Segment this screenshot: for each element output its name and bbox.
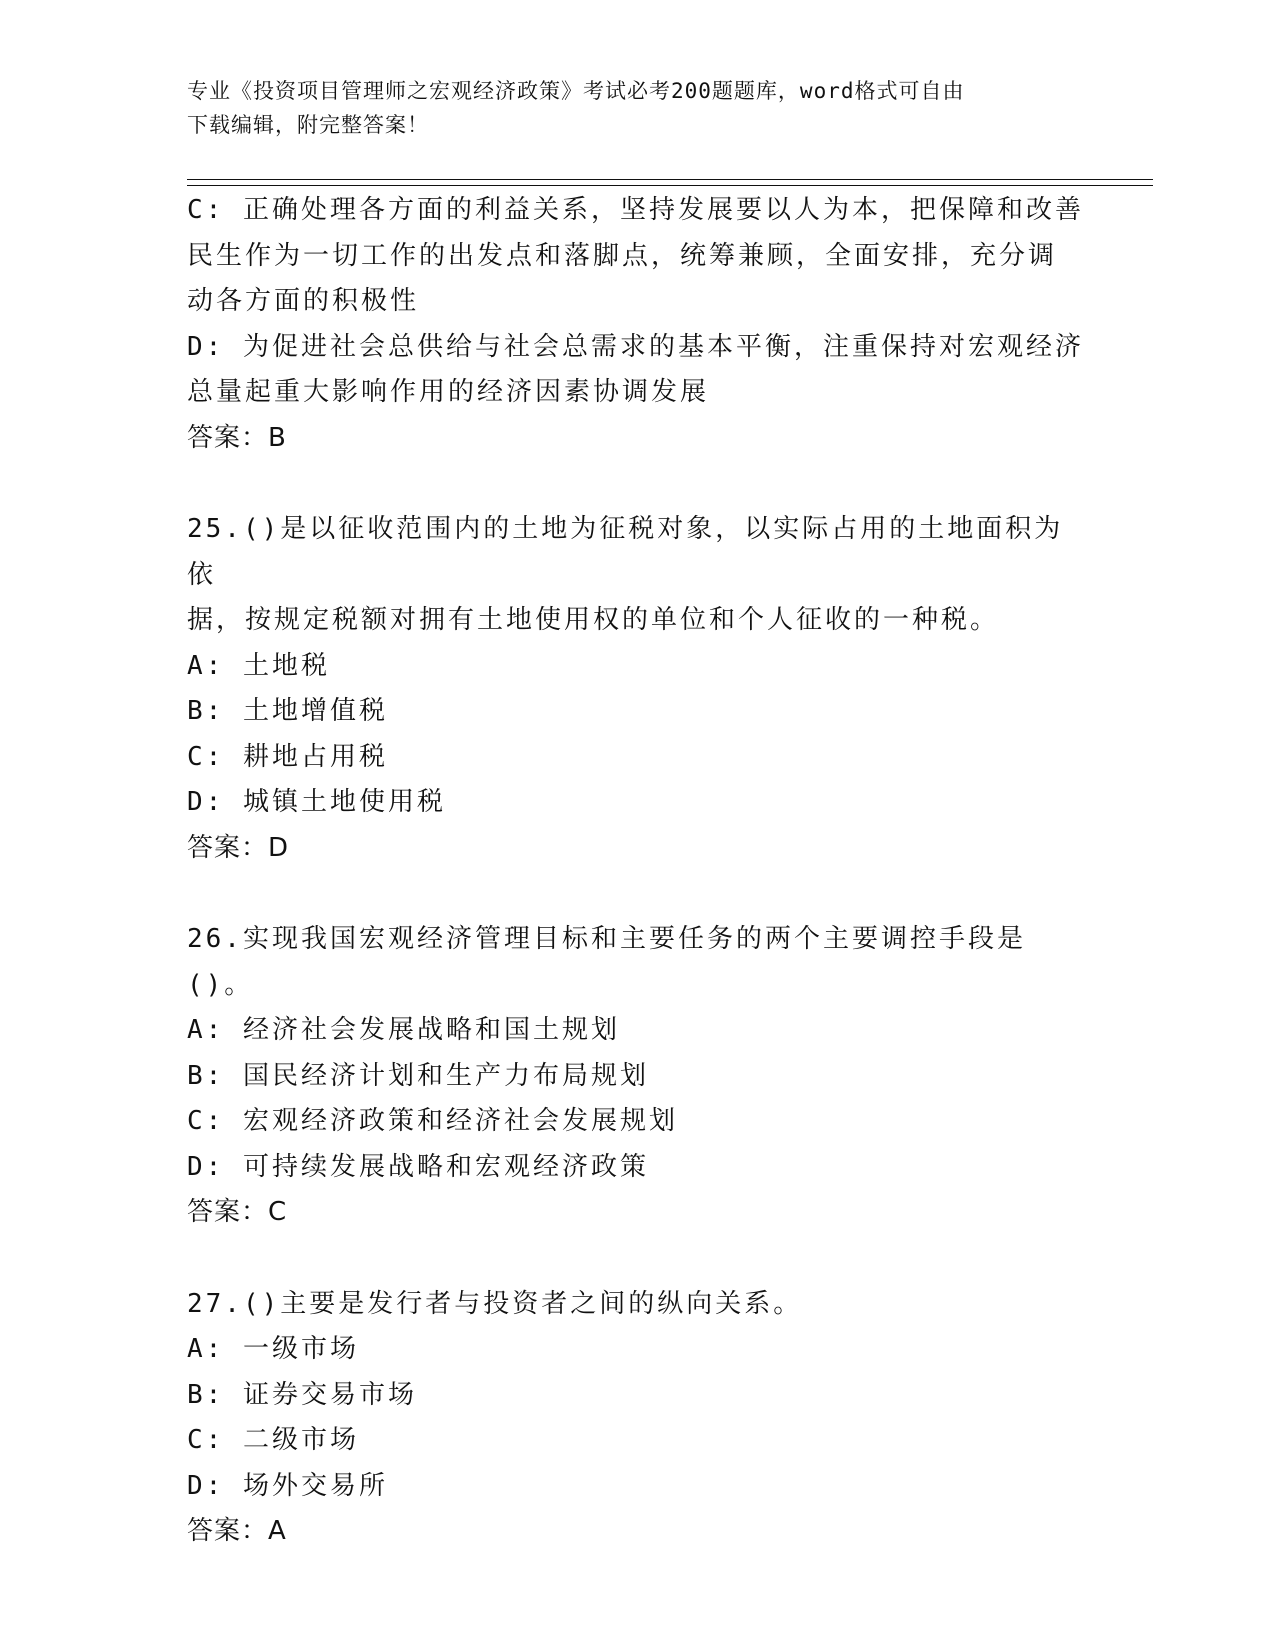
option-d-line: D: 为促进社会总供给与社会总需求的基本平衡，注重保持对宏观经济 <box>187 331 1084 362</box>
question-27 <box>187 1282 1087 1555</box>
question-stem: 27.()主要是发行者与投资者之间的纵向关系。 <box>187 1288 803 1319</box>
option-d: D: 城镇土地使用税 <box>187 787 446 817</box>
question-stem: 据，按规定税额对拥有土地使用权的单位和个人征收的一种税。 <box>187 605 1000 635</box>
option-c: C: 宏观经济政策和经济社会发展规划 <box>187 1106 678 1136</box>
answer-line: 答案：A <box>187 1516 287 1546</box>
document-header <box>187 74 1087 142</box>
option-b: B: 证券交易市场 <box>187 1379 417 1410</box>
option-b: B: 土地增值税 <box>187 696 388 726</box>
header-line-1: 专业《投资项目管理师之宏观经济政策》考试必考200题题库，word格式可自由 <box>187 79 965 103</box>
header-line-2: 下载编辑，附完整答案！ <box>187 113 429 137</box>
option-a: A: 土地税 <box>187 650 330 681</box>
question-continued <box>187 188 1087 461</box>
question-26 <box>187 917 1087 1236</box>
question-stem: 26.实现我国宏观经济管理目标和主要任务的两个主要调控手段是()。 <box>187 924 1026 1000</box>
option-a: A: 经济社会发展战略和国土规划 <box>187 1015 620 1045</box>
option-b: B: 国民经济计划和生产力布局规划 <box>187 1060 649 1091</box>
option-c: C: 二级市场 <box>187 1425 359 1455</box>
question-spacer <box>187 461 1087 507</box>
question-25 <box>187 507 1087 871</box>
option-a: A: 一级市场 <box>187 1334 359 1364</box>
answer-line: 答案：C <box>187 1197 288 1227</box>
header-divider-bottom <box>187 185 1153 186</box>
question-stem: 25.()是以征收范围内的土地为征税对象，以实际占用的土地面积为依 <box>187 514 1064 590</box>
option-d: D: 可持续发展战略和宏观经济政策 <box>187 1151 649 1182</box>
answer-line: 答案：D <box>187 832 290 863</box>
option-c: C: 耕地占用税 <box>187 741 388 772</box>
answer-line: 答案：B <box>187 422 287 453</box>
question-spacer <box>187 871 1087 917</box>
option-c-line: C: 正确处理各方面的利益关系，坚持发展要以人为本，把保障和改善 <box>187 195 1084 225</box>
option-d-line: 总量起重大影响作用的经济因素协调发展 <box>187 377 710 407</box>
option-c-line: 动各方面的积极性 <box>187 286 420 316</box>
question-list <box>187 188 1087 1555</box>
question-spacer <box>187 1236 1087 1282</box>
option-c-line: 民生作为一切工作的出发点和落脚点，统筹兼顾，全面安排，充分调 <box>187 240 1058 271</box>
header-divider-top <box>187 179 1153 180</box>
option-d: D: 场外交易所 <box>187 1470 388 1501</box>
